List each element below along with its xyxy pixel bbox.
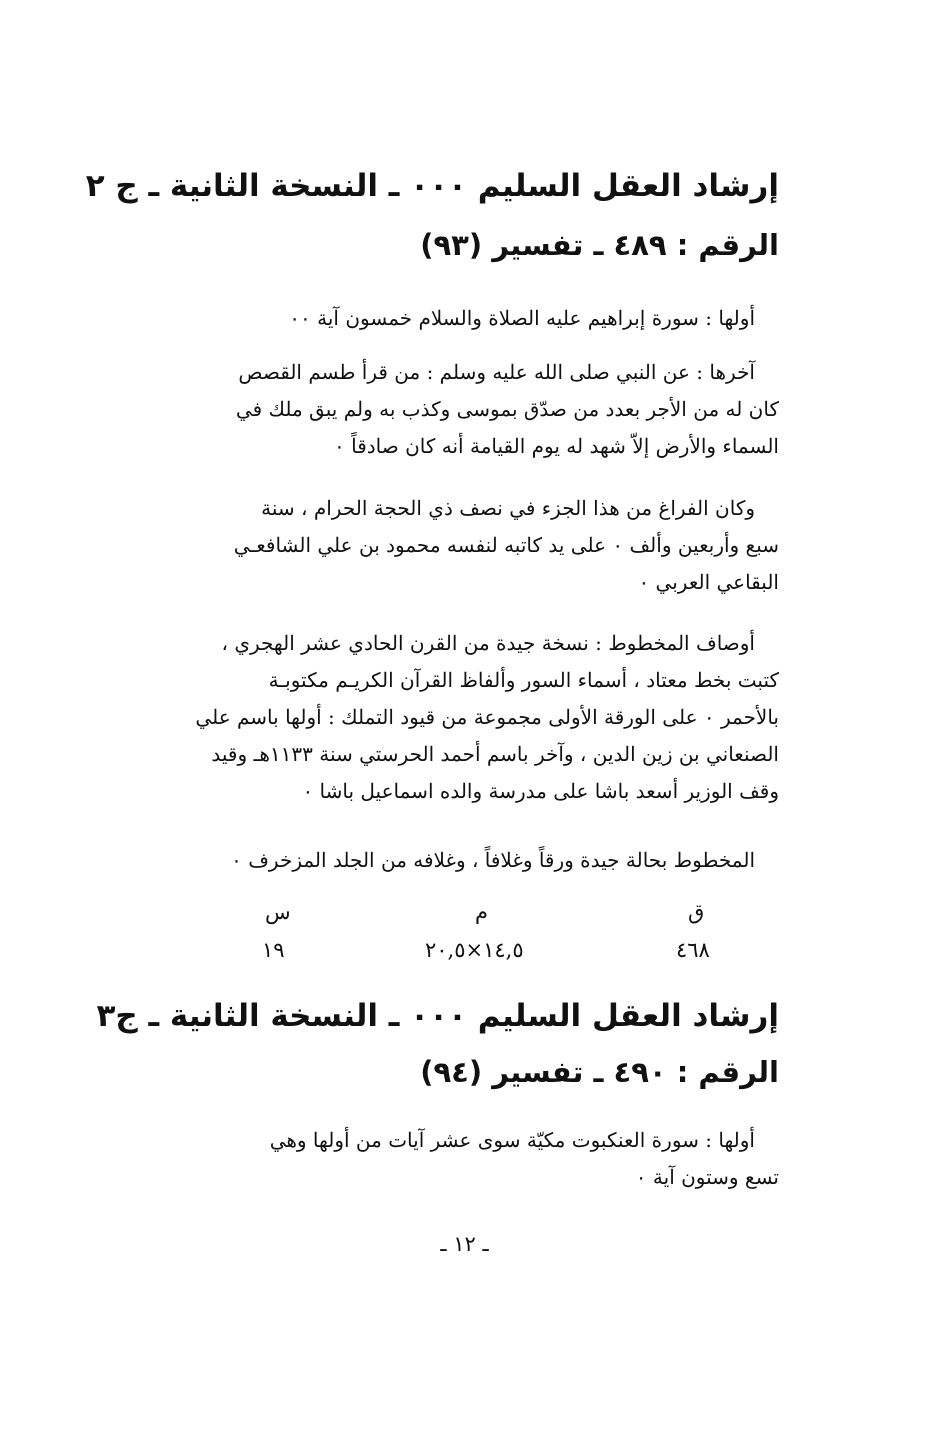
- entry1-last-verse: [150, 354, 779, 465]
- lines-value: ١٩: [262, 938, 285, 962]
- text-line: أوصاف المخطوط : نسخة جيدة من القرن الحادي عشر الهجري ،: [221, 631, 755, 655]
- entry2-title: إرشاد العقل السليم ٠٠٠ ـ النسخة الثانية ـ ج٣: [96, 998, 779, 1034]
- size-label: م: [475, 900, 489, 924]
- leaves-label: ق: [688, 900, 705, 924]
- page-number: ـ ١٢ ـ: [440, 1232, 489, 1256]
- entry1-title: إرشاد العقل السليم ٠٠٠ ـ النسخة الثانية ـ ج ٢: [85, 168, 779, 204]
- text-line: أولها : سورة العنكبوت مكيّة سوى عشر آيات من أولها وهي: [269, 1128, 755, 1152]
- text-line: السماء والأرض إلاّ شهد له يوم القيامة أنه كان صادقاً ٠: [334, 434, 779, 458]
- text-line: كتبت بخط معتاد ، أسماء السور وألفاظ القرآن الكريـم مكتوبـة: [268, 668, 779, 692]
- text-line: أولها : سورة إبراهيم عليه الصلاة والسلام خمسون آية ٠٠: [289, 306, 755, 330]
- text-line: المخطوط بحالة جيدة ورقاً وغلافاً ، وغلافه من الجلد المزخرف ٠: [231, 848, 755, 872]
- text-line: كان له من الأجر بعدد من صدّق بموسى وكذب به ولم يبق ملك في: [235, 397, 779, 421]
- entry1-description: [150, 625, 779, 810]
- entry1-condition: [150, 842, 779, 879]
- entry1-colophon: [150, 490, 779, 601]
- entry2-subtitle: الرقم : ٤٩٠ ـ تفسير (٩٤): [420, 1055, 779, 1089]
- text-line: آخرها : عن النبي صلى الله عليه وسلم : من قرأ طسم القصص: [238, 360, 755, 384]
- text-line: وكان الفراغ من هذا الجزء في نصف ذي الحجة الحرام ، سنة: [261, 496, 755, 520]
- text-line: سبع وأربعين وألف ٠ على يد كاتبه لنفسه محمود بن علي الشافعـي: [233, 533, 779, 557]
- entry2-first-verse: [150, 1122, 779, 1196]
- text-line: تسع وستون آية ٠: [635, 1165, 779, 1189]
- lines-label: س: [265, 900, 291, 924]
- text-line: بالأحمر ٠ على الورقة الأولى مجموعة من قيود التملك : أولها باسم علي: [195, 705, 779, 729]
- entry1-subtitle: الرقم : ٤٨٩ ـ تفسير (٩٣): [420, 228, 779, 262]
- leaves-value: ٤٦٨: [676, 938, 710, 962]
- text-line: البقاعي العربي ٠: [638, 570, 779, 594]
- text-line: وقف الوزير أسعد باشا على مدرسة والده اسماعيل باشا ٠: [302, 779, 779, 803]
- size-value: ١٤,٥×٢٠,٥: [425, 938, 524, 962]
- entry1-first-verse: [150, 300, 779, 337]
- text-line: الصنعاني بن زين الدين ، وآخر باسم أحمد الحرستي سنة ١١٣٣هـ وقيد: [211, 742, 779, 766]
